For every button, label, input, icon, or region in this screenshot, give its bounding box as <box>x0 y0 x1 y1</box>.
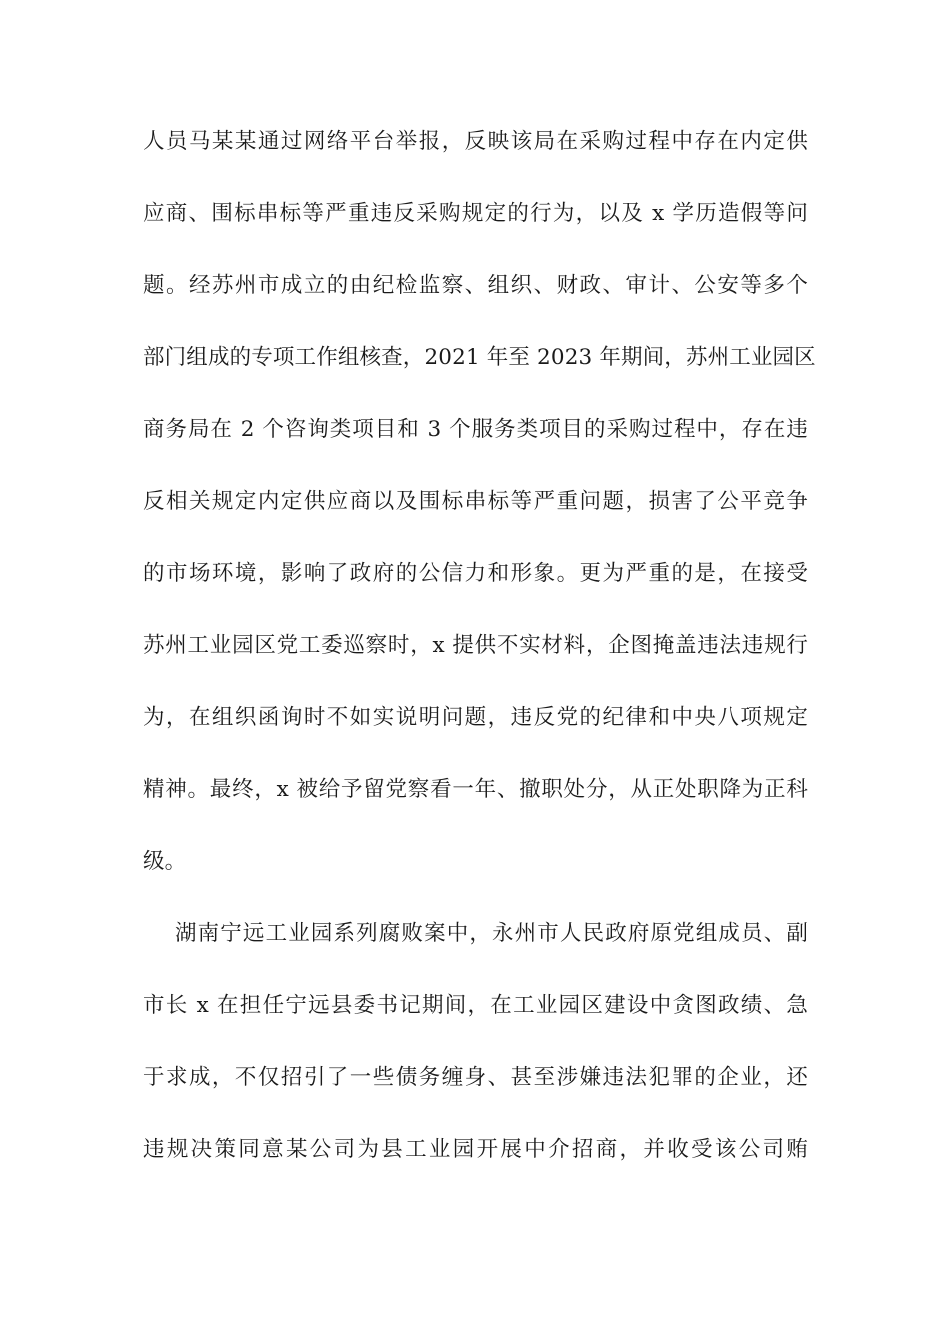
text-line: 市长 x 在担任宁远县委书记期间，在工业园区建设中贪图政绩、急 <box>143 993 808 1018</box>
text-line: 苏州工业园区党工委巡察时，x 提供不实材料，企图掩盖违法违规行 <box>143 633 808 658</box>
text-line: 应商、围标串标等严重违反采购规定的行为，以及 x 学历造假等问 <box>143 201 808 226</box>
text-line: 商务局在 2 个咨询类项目和 3 个服务类项目的采购过程中，存在违 <box>143 417 808 442</box>
text-line: 于求成，不仅招引了一些债务缠身、甚至涉嫌违法犯罪的企业，还 <box>143 1065 808 1090</box>
text-line: 人员马某某通过网络平台举报，反映该局在采购过程中存在内定供 <box>143 129 808 154</box>
text-line: 违规决策同意某公司为县工业园开展中介招商，并收受该公司贿 <box>143 1137 808 1162</box>
text-line: 反相关规定内定供应商以及围标串标等严重问题，损害了公平竞争 <box>143 489 808 514</box>
text-line: 湖南宁远工业园系列腐败案中，永州市人民政府原党组成员、副 <box>175 921 808 946</box>
text-line: 精神。最终，x 被给予留党察看一年、撤职处分，从正处职降为正科 <box>143 777 808 802</box>
text-line: 题。经苏州市成立的由纪检监察、组织、财政、审计、公安等多个 <box>143 273 808 298</box>
text-line: 部门组成的专项工作组核查，2021 年至 2023 年期间，苏州工业园区 <box>143 345 816 370</box>
text-line: 的市场环境，影响了政府的公信力和形象。更为严重的是，在接受 <box>143 561 808 586</box>
text-line: 为，在组织函询时不如实说明问题，违反党的纪律和中央八项规定 <box>143 705 808 730</box>
text-line: 级。 <box>143 849 187 874</box>
